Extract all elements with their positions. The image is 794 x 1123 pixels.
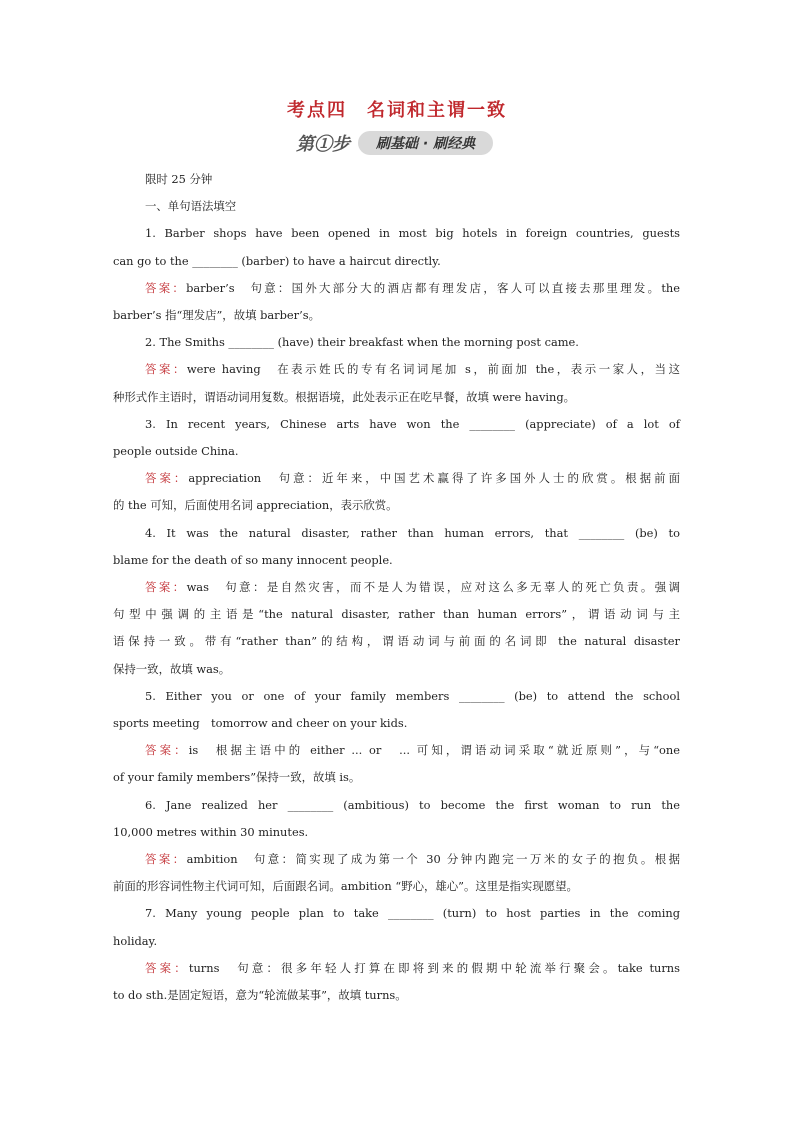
answer-2-text: were having 在表示姓氏的专有名词词尾加 s，前面加 the，表示一家人，当这 bbox=[186, 362, 680, 377]
answer-7-line-2: to do sth.是固定短语，意为“轮流做某事”，故填 turns。 bbox=[113, 988, 407, 1003]
answer-2-line-2: 种形式作主语时，谓语动词用复数。根据语境，此处表示正在吃早餐，故填 were having。 bbox=[113, 389, 576, 404]
question-2-line-1: 2. The Smiths ________ (have) their breakfast when the morning post came. bbox=[145, 335, 579, 350]
answer-4-line-2: 句型中强调的主语是“the natural disaster, rather than human errors”，谓语动词与主 bbox=[113, 607, 680, 622]
answer-5-line-1 bbox=[113, 737, 680, 764]
answer-3-text: appreciation 句意：近年来，中国艺术赢得了许多国外人士的欣赏。根据前面 bbox=[188, 471, 680, 486]
question-7-line-2: holiday. bbox=[113, 933, 158, 948]
step-badge: 刷基础 · 刷经典 bbox=[358, 131, 493, 155]
exercise-content bbox=[113, 166, 680, 1009]
answer-label: 答案： bbox=[145, 960, 189, 975]
question-4-line-1: 4. It was the natural disaster, rather than human errors, that ________ (be) to bbox=[145, 525, 680, 540]
answer-7-line-1 bbox=[113, 955, 680, 982]
answer-4-line-4: 保持一致，故填 was。 bbox=[113, 661, 231, 676]
answer-5-line-2: of your family members”保持一致，故填 is。 bbox=[113, 770, 361, 785]
answer-6-text: ambition 句意：简实现了成为第一个 30 分钟内跑完一万米的女子的抱负。根据 bbox=[186, 852, 680, 867]
answer-7-text: turns 句意：很多年轻人打算在即将到来的假期中轮流举行聚会。take turns bbox=[188, 960, 680, 975]
answer-3-line-1 bbox=[113, 465, 680, 492]
answer-label: 答案： bbox=[145, 362, 187, 377]
question-6-line-1: 6. Jane realized her ________ (ambitious) to become the first woman to run the bbox=[145, 797, 680, 812]
answer-label: 答案： bbox=[145, 471, 189, 486]
question-5-line-1: 5. Either you or one of your family members ________ (be) to attend the school bbox=[145, 688, 680, 703]
time-limit: 限时 25 分钟 bbox=[145, 172, 213, 186]
question-4-line-2: blame for the death of so many innocent people. bbox=[113, 552, 393, 567]
answer-label: 答案： bbox=[145, 280, 187, 295]
answer-5-text: is 根据主语中的 either ... or ... 可知，谓语动词采取“就近原则”，与“one bbox=[188, 743, 680, 758]
question-1-line-1: 1. Barber shops have been opened in most big hotels in foreign countries, guests bbox=[145, 226, 680, 241]
answer-4-text: was 句意：是自然灾害，而不是人为错误，应对这么多无辜人的死亡负责。强调 bbox=[186, 580, 680, 595]
question-3-line-1: 3. In recent years, Chinese arts have won the ________ (appreciate) of a lot of bbox=[145, 416, 680, 431]
answer-3-line-2: 的 the 可知，后面使用名词 appreciation，表示欣赏。 bbox=[113, 498, 398, 513]
question-7-line-1: 7. Many young people plan to take ________ (turn) to host parties in the coming bbox=[145, 906, 680, 921]
answer-4-line-3: 语保持一致。带有“rather than”的结构，谓语动词与前面的名词即 the natural disaster bbox=[113, 634, 680, 649]
question-1-line-2: can go to the ________ (barber) to have a haircut directly. bbox=[113, 253, 441, 268]
answer-6-line-2: 前面的形容词性物主代词可知，后面跟名词。ambition “野心，雄心”。这里是指实现愿望。 bbox=[113, 879, 578, 894]
page-title: 考点四 名词和主谓一致 bbox=[287, 100, 507, 121]
question-3-line-2: people outside China. bbox=[113, 444, 239, 459]
answer-1-line-1 bbox=[113, 275, 680, 302]
answer-2-line-1 bbox=[113, 356, 680, 383]
answer-1-line-2: barber’s 指“理发店”，故填 barber’s。 bbox=[113, 308, 320, 323]
step-label: 第①步 bbox=[296, 134, 350, 155]
answer-label: 答案： bbox=[145, 852, 187, 867]
answer-4-line-1 bbox=[113, 574, 680, 601]
answer-label: 答案： bbox=[145, 580, 187, 595]
section-title: 一、单句语法填空 bbox=[145, 199, 237, 214]
answer-label: 答案： bbox=[145, 743, 189, 758]
question-5-line-2: sports meeting tomorrow and cheer on your kids. bbox=[113, 716, 408, 731]
step-banner bbox=[296, 130, 493, 156]
question-6-line-2: 10,000 metres within 30 minutes. bbox=[113, 824, 309, 839]
answer-6-line-1 bbox=[113, 846, 680, 873]
answer-1-text: barber’s 句意：国外大部分大的酒店都有理发店，客人可以直接去那里理发。the bbox=[186, 280, 680, 295]
